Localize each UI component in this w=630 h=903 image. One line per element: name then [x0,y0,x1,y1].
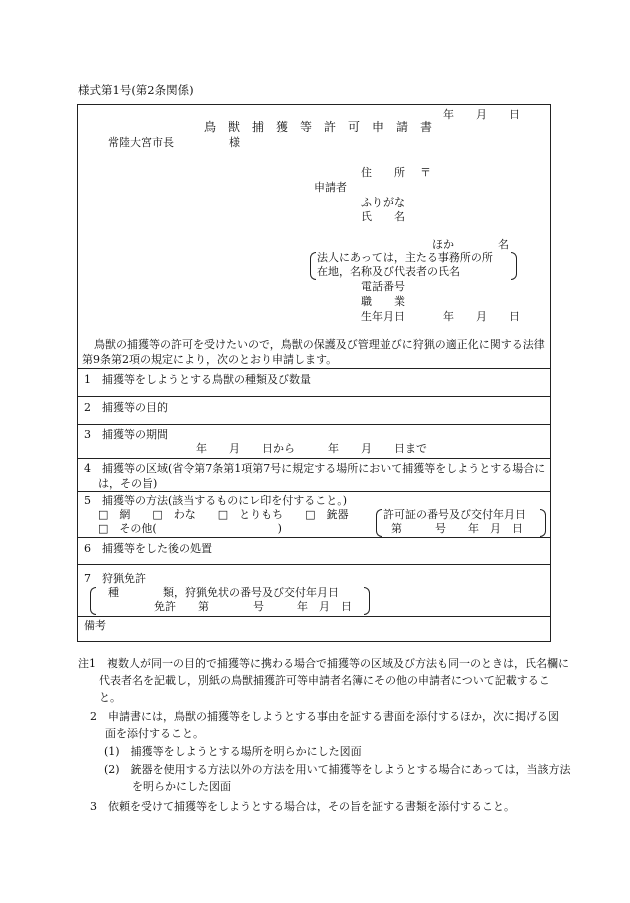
corp-note-line-1: 法人にあっては，主たる事務所の所 [317,251,493,264]
others-count-label: ほか 名 [432,238,509,251]
remarks-label: 備考 [84,619,106,632]
address-label: 住 所 [361,166,405,179]
birthdate-value: 年 月 日 [443,310,520,323]
permit-left-bracket [376,509,382,537]
item-5-method-options[interactable]: □ 網 □ わな □ とりもち □ 銃器 [98,508,349,521]
corp-note-right-bracket [511,252,517,280]
permit-number-value: 第 号 年 月 日 [391,522,523,535]
note-3: 3 依頼を受けて捕獲等をしようとする場合は，その旨を証する書類を添付すること。 [90,800,515,813]
phone-label: 電話番号 [361,280,405,293]
divider [78,396,550,397]
note-1: 注1 複数人が同一の目的で捕獲等に携わる場合で捕獲等の区域及び方法も同一のときは，氏名欄に代表者名を記載し，別紙の鳥獣捕獲許可等申請者名簿にその他の申請者について記載すること。 [78,657,569,704]
form-title: 鳥 獣 捕 獲 等 許 可 申 請 書 [204,120,433,134]
item-5-method: 5 捕獲等の方法(該当するものにレ印を付すること。) [84,494,348,507]
divider [78,616,550,617]
addressee: 常陸大宮市長 [108,136,174,149]
name-label: 氏 名 [361,210,405,223]
item-1-species: 1 捕獲等をしようとする鳥獣の種類及び数量 [84,373,311,386]
divider [78,458,550,459]
note-2-item-2: (2) 銃器を使用する方法以外の方法を用いて捕獲等をしようとする場合にあっては，当該方法を明らかにした図面 [104,763,571,793]
corp-note-left-bracket [310,252,316,280]
divider [78,368,550,369]
item-3-period: 3 捕獲等の期間 [84,428,168,441]
applicant-label: 申請者 [314,181,347,194]
divider [78,537,550,538]
license-left-bracket [90,587,96,615]
addressee-suffix: 様 [229,136,240,149]
license-line-1: 種 類，狩猟免状の番号及び交付年月日 [108,586,339,599]
form-number-label: 様式第1号(第2条関係) [78,83,194,97]
birthdate-label: 生年月日 [361,310,405,323]
intro-text: 鳥獣の捕獲等の許可を受けたいので，鳥獣の保護及び管理並びに狩猟の適正化に関する法律第9条第2項の規定により，次のとおり申請します。 [82,338,545,366]
item-4-area: 4 捕獲等の区域(省令第7条第1項第7号に規定する場所において捕獲等をしようとする場合には，その旨) [84,462,546,490]
item-3-period-dates: 年 月 日から 年 月 日まで [196,442,427,455]
license-line-2: 免許 第 号 年 月 日 [154,600,352,613]
item-5-method-other[interactable]: □ その他( ) [98,522,282,535]
divider [78,564,550,565]
postal-mark: 〒 [420,166,431,179]
occupation-label: 職 業 [361,295,405,308]
item-2-purpose: 2 捕獲等の目的 [84,401,168,414]
furigana-label: ふりがな [361,196,405,209]
divider [78,491,550,492]
permit-number-label: 許可証の番号及び交付年月日 [383,508,526,521]
application-form [77,104,551,642]
corp-note-line-2: 在地，名称及び代表者の氏名 [317,265,460,278]
permit-right-bracket [540,509,546,537]
divider [78,424,550,425]
license-right-bracket [364,587,370,615]
note-2-item-1: (1) 捕獲等をしようとする場所を明らかにした図面 [104,745,362,758]
submission-date: 年 月 日 [443,108,520,121]
item-7-hunting-license: 7 狩猟免許 [84,572,146,585]
item-6-disposal: 6 捕獲等をした後の処置 [84,542,212,555]
note-2: 2 申請書には，鳥獣の捕獲等をしようとする事由を証する書面を添付するほか，次に掲げる図面を添付すること。 [90,710,559,740]
